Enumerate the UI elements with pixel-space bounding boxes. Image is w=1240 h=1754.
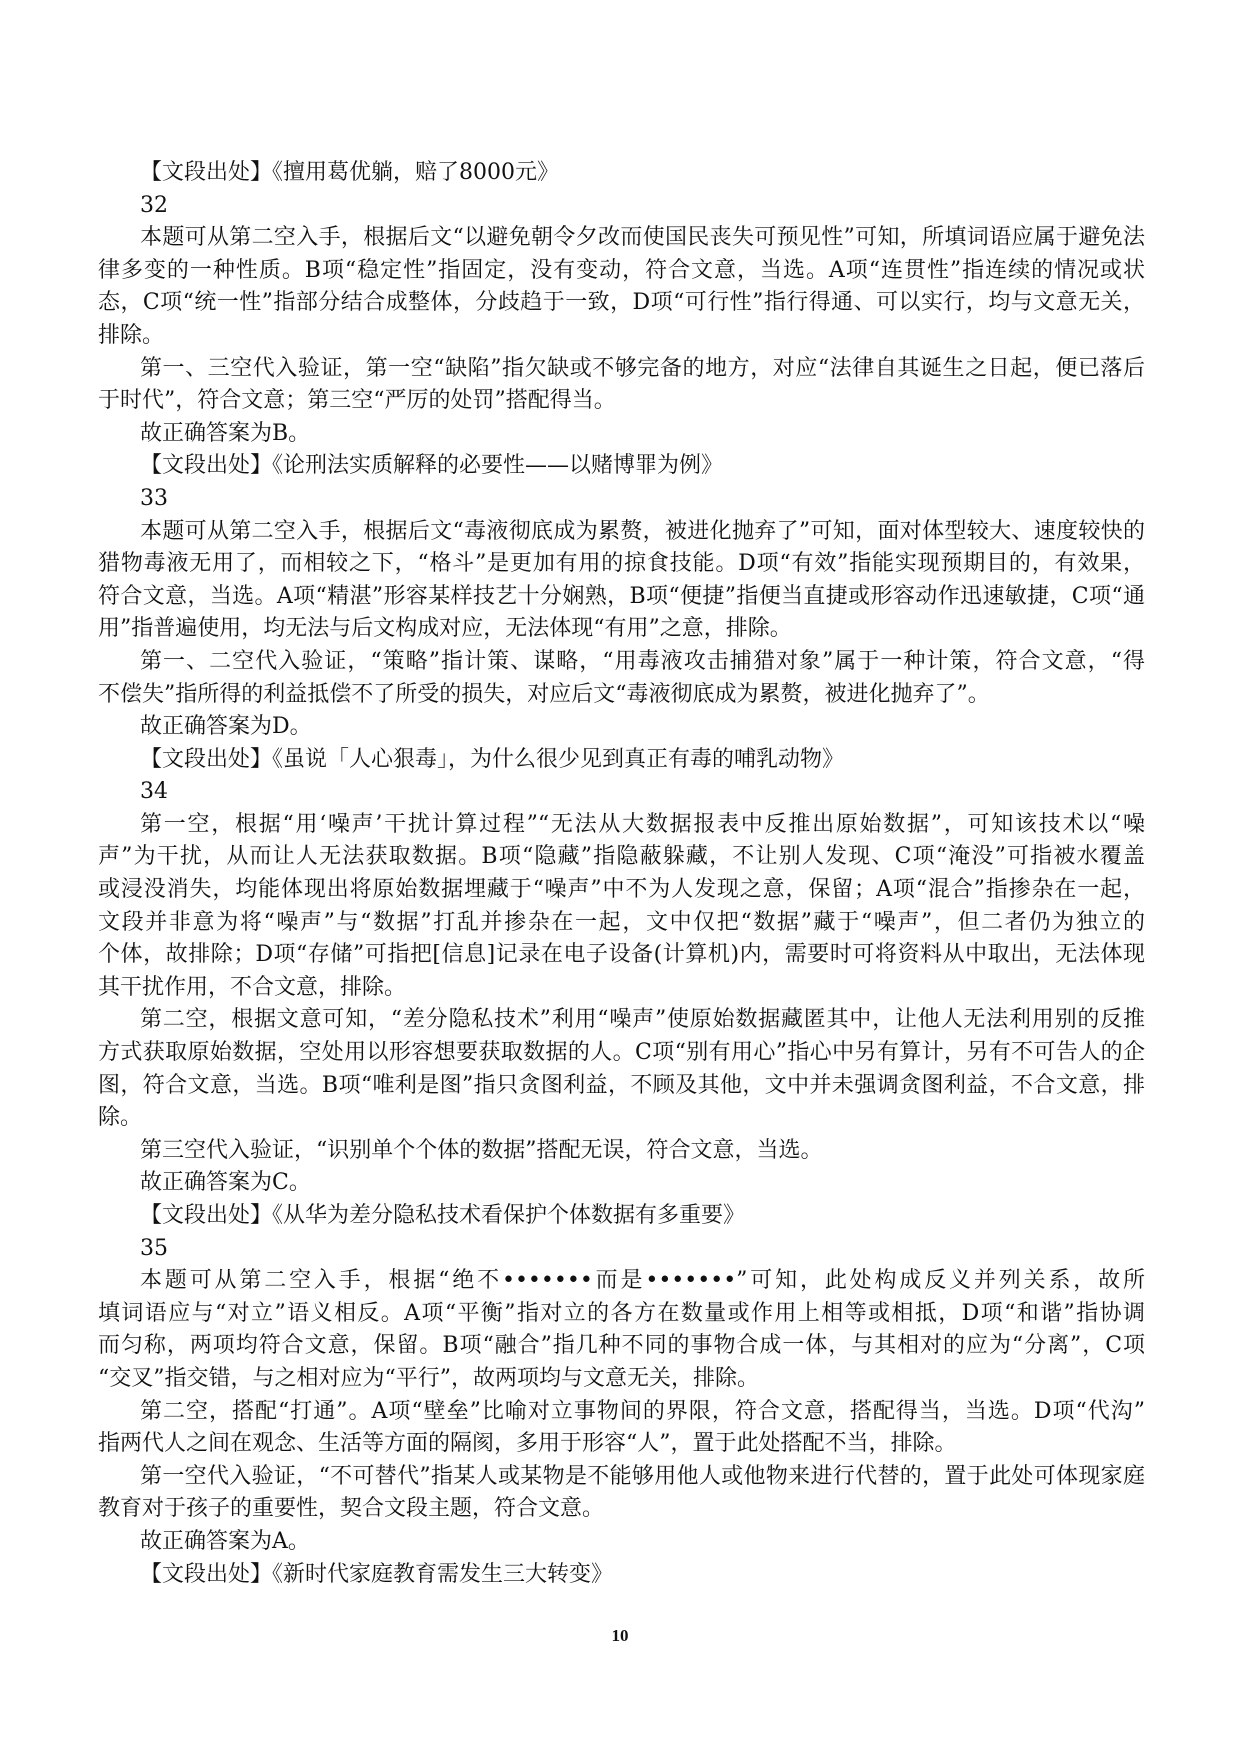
text-line: 文段并非意为将“噪声”与“数据”打乱并掺杂在一起，文中仅把“数据”藏于“噪声”，但二者仍为独立的 [98,909,1145,935]
text-line: 其干扰作用，不合文意，排除。 [98,974,407,1000]
text-line: 不偿失”指所得的利益抵偿不了所受的损失，对应后文“毒液彻底成为累赘，被进化抛弃了”。 [98,681,990,707]
text-line: 声”为干扰，从而让人无法获取数据。B项“隐藏”指隐蔽躲藏，不让别人发现、C项“淹没”可指被水覆盖 [98,844,1145,870]
text-line: 32 [140,192,168,218]
paragraph [98,222,1145,352]
paragraph [98,1233,1145,1266]
text-line: 故正确答案为B。 [140,420,311,446]
document-body [98,157,1145,1591]
text-line: 方式获取原始数据，空处用以形容想要获取数据的人。C项“别有用心”指心中另有算计，另有不可告人的企 [98,1040,1145,1066]
paragraph [98,1135,1145,1168]
text-line: 第一、三空代入验证，第一空“缺陷”指欠缺或不够完备的地方，对应“法律自其诞生之日起，便已落后 [140,355,1145,381]
text-line: 第三空代入验证，“识别单个个体的数据”搭配无误，符合文意，当选。 [140,1137,823,1163]
text-line: 个体，故排除；D项“存储”可指把[信息]记录在电子设备(计算机)内，需要时可将资料从中取出，无法体现 [98,942,1145,968]
text-line: 【文段出处】《虽说「人心狠毒」，为什么很少见到真正有毒的哺乳动物》 [140,746,845,772]
text-line: “交叉”指交错，与之相对应为“平行”，故两项均与文意无关，排除。 [98,1365,759,1391]
page-number: 10 [611,1626,629,1645]
paragraph [98,646,1145,711]
paragraph [98,450,1145,483]
text-line: 排除。 [98,322,165,348]
text-line: 用”指普遍使用，均无法与后文构成对应，无法体现“有用”之意，排除。 [98,616,792,642]
text-line: 故正确答案为A。 [140,1528,310,1554]
paragraph [98,1461,1145,1526]
text-line: 【文段出处】《论刑法实质解释的必要性——以赌博罪为例》 [140,453,724,479]
text-line: 故正确答案为D。 [140,714,312,740]
text-line: 第二空，搭配“打通”。A项“壁垒”比喻对立事物间的界限，符合文意，搭配得当，当选。D项“代沟” [140,1398,1145,1424]
paragraph [98,516,1145,646]
text-line: 【文段出处】《擅用葛优躺，赔了8000元》 [140,160,559,185]
text-line: 于时代”，符合文意；第三空“严厉的处罚”搭配得当。 [98,388,616,414]
text-line: 本题可从第二空入手，根据后文“毒液彻底成为累赘，被进化抛弃了”可知，面对体型较大、速度较快的 [140,518,1145,544]
paragraph [98,353,1145,418]
text-line: 指两代人之间在观念、生活等方面的隔阂，多用于形容“人”，置于此处搭配不当，排除。 [98,1431,957,1457]
paragraph [98,418,1145,451]
text-line: 本题可从第二空入手，根据“绝不•••••••而是•••••••”可知，此处构成反义并列关系，故所 [140,1268,1145,1294]
paragraph [98,1396,1145,1461]
paragraph [98,776,1145,809]
paragraph [98,157,1145,190]
text-line: 【文段出处】《新时代家庭教育需发生三大转变》 [140,1561,614,1587]
text-line: 猎物毒液无用了，而相较之下，“格斗”是更加有用的掠食技能。D项“有效”指能实现预期目的，有效果， [98,551,1145,577]
paragraph [98,1265,1145,1395]
text-line: 图，符合文意，当选。B项“唯利是图”指只贪图利益，不顾及其他，文中并未强调贪图利益，不合文意，排 [98,1072,1145,1098]
text-line: 律多变的一种性质。B项“稳定性”指固定，没有变动，符合文意，当选。A项“连贯性”指连续的情况或状 [98,257,1145,283]
paragraph [98,744,1145,777]
text-line: 态，C项“统一性”指部分结合成整体，分歧趋于一致，D项“可行性”指行得通、可以实行，均与文意无关， [98,290,1145,316]
text-line: 第一空代入验证，“不可替代”指某人或某物是不能够用他人或他物来进行代替的，置于此处可体现家庭 [140,1463,1145,1489]
text-line: 教育对于孩子的重要性，契合文段主题，符合文意。 [98,1496,605,1522]
text-line: 而匀称，两项均符合文意，保留。B项“融合”指几种不同的事物合成一体，与其相对的应为“分离”，C项 [98,1333,1145,1359]
text-line: 本题可从第二空入手，根据后文“以避免朝令夕改而使国民丧失可预见性”可知，所填词语应属于避免法 [140,225,1145,251]
text-line: 第一、二空代入验证，“策略”指计策、谋略，“用毒液攻击捕猎对象”属于一种计策，符合文意，“得 [140,648,1145,674]
paragraph [98,1167,1145,1200]
text-line: 第一空，根据“用‘噪声’干扰计算过程”“无法从大数据报表中反推出原始数据”，可知该技术以“噪 [140,811,1145,837]
text-line: 填词语应与“对立”语义相反。A项“平衡”指对立的各方在数量或作用上相等或相抵，D项“和谐”指协调 [98,1300,1145,1326]
text-line: 第二空，根据文意可知，“差分隐私技术”利用“噪声”使原始数据藏匿其中，让他人无法利用别的反推 [140,1007,1145,1033]
text-line: 故正确答案为C。 [140,1170,311,1196]
paragraph [98,1200,1145,1233]
paragraph [98,483,1145,516]
text-line: 或浸没消失，均能体现出将原始数据埋藏于“噪声”中不为人发现之意，保留；A项“混合”指掺杂在一起， [98,877,1145,903]
text-line: 除。 [98,1105,143,1131]
paragraph [98,1526,1145,1559]
paragraph [98,1004,1145,1134]
text-line: 符合文意，当选。A项“精湛”形容某样技艺十分娴熟，B项“便捷”指便当直捷或形容动作迅速敏捷，C项“通 [98,583,1145,609]
text-line: 34 [140,779,168,805]
paragraph [98,190,1145,223]
text-line: 35 [140,1235,168,1261]
text-line: 【文段出处】《从华为差分隐私技术看保护个体数据有多重要》 [140,1203,746,1228]
paragraph [98,809,1145,1005]
paragraph [98,711,1145,744]
paragraph [98,1559,1145,1592]
text-line: 33 [140,485,168,511]
